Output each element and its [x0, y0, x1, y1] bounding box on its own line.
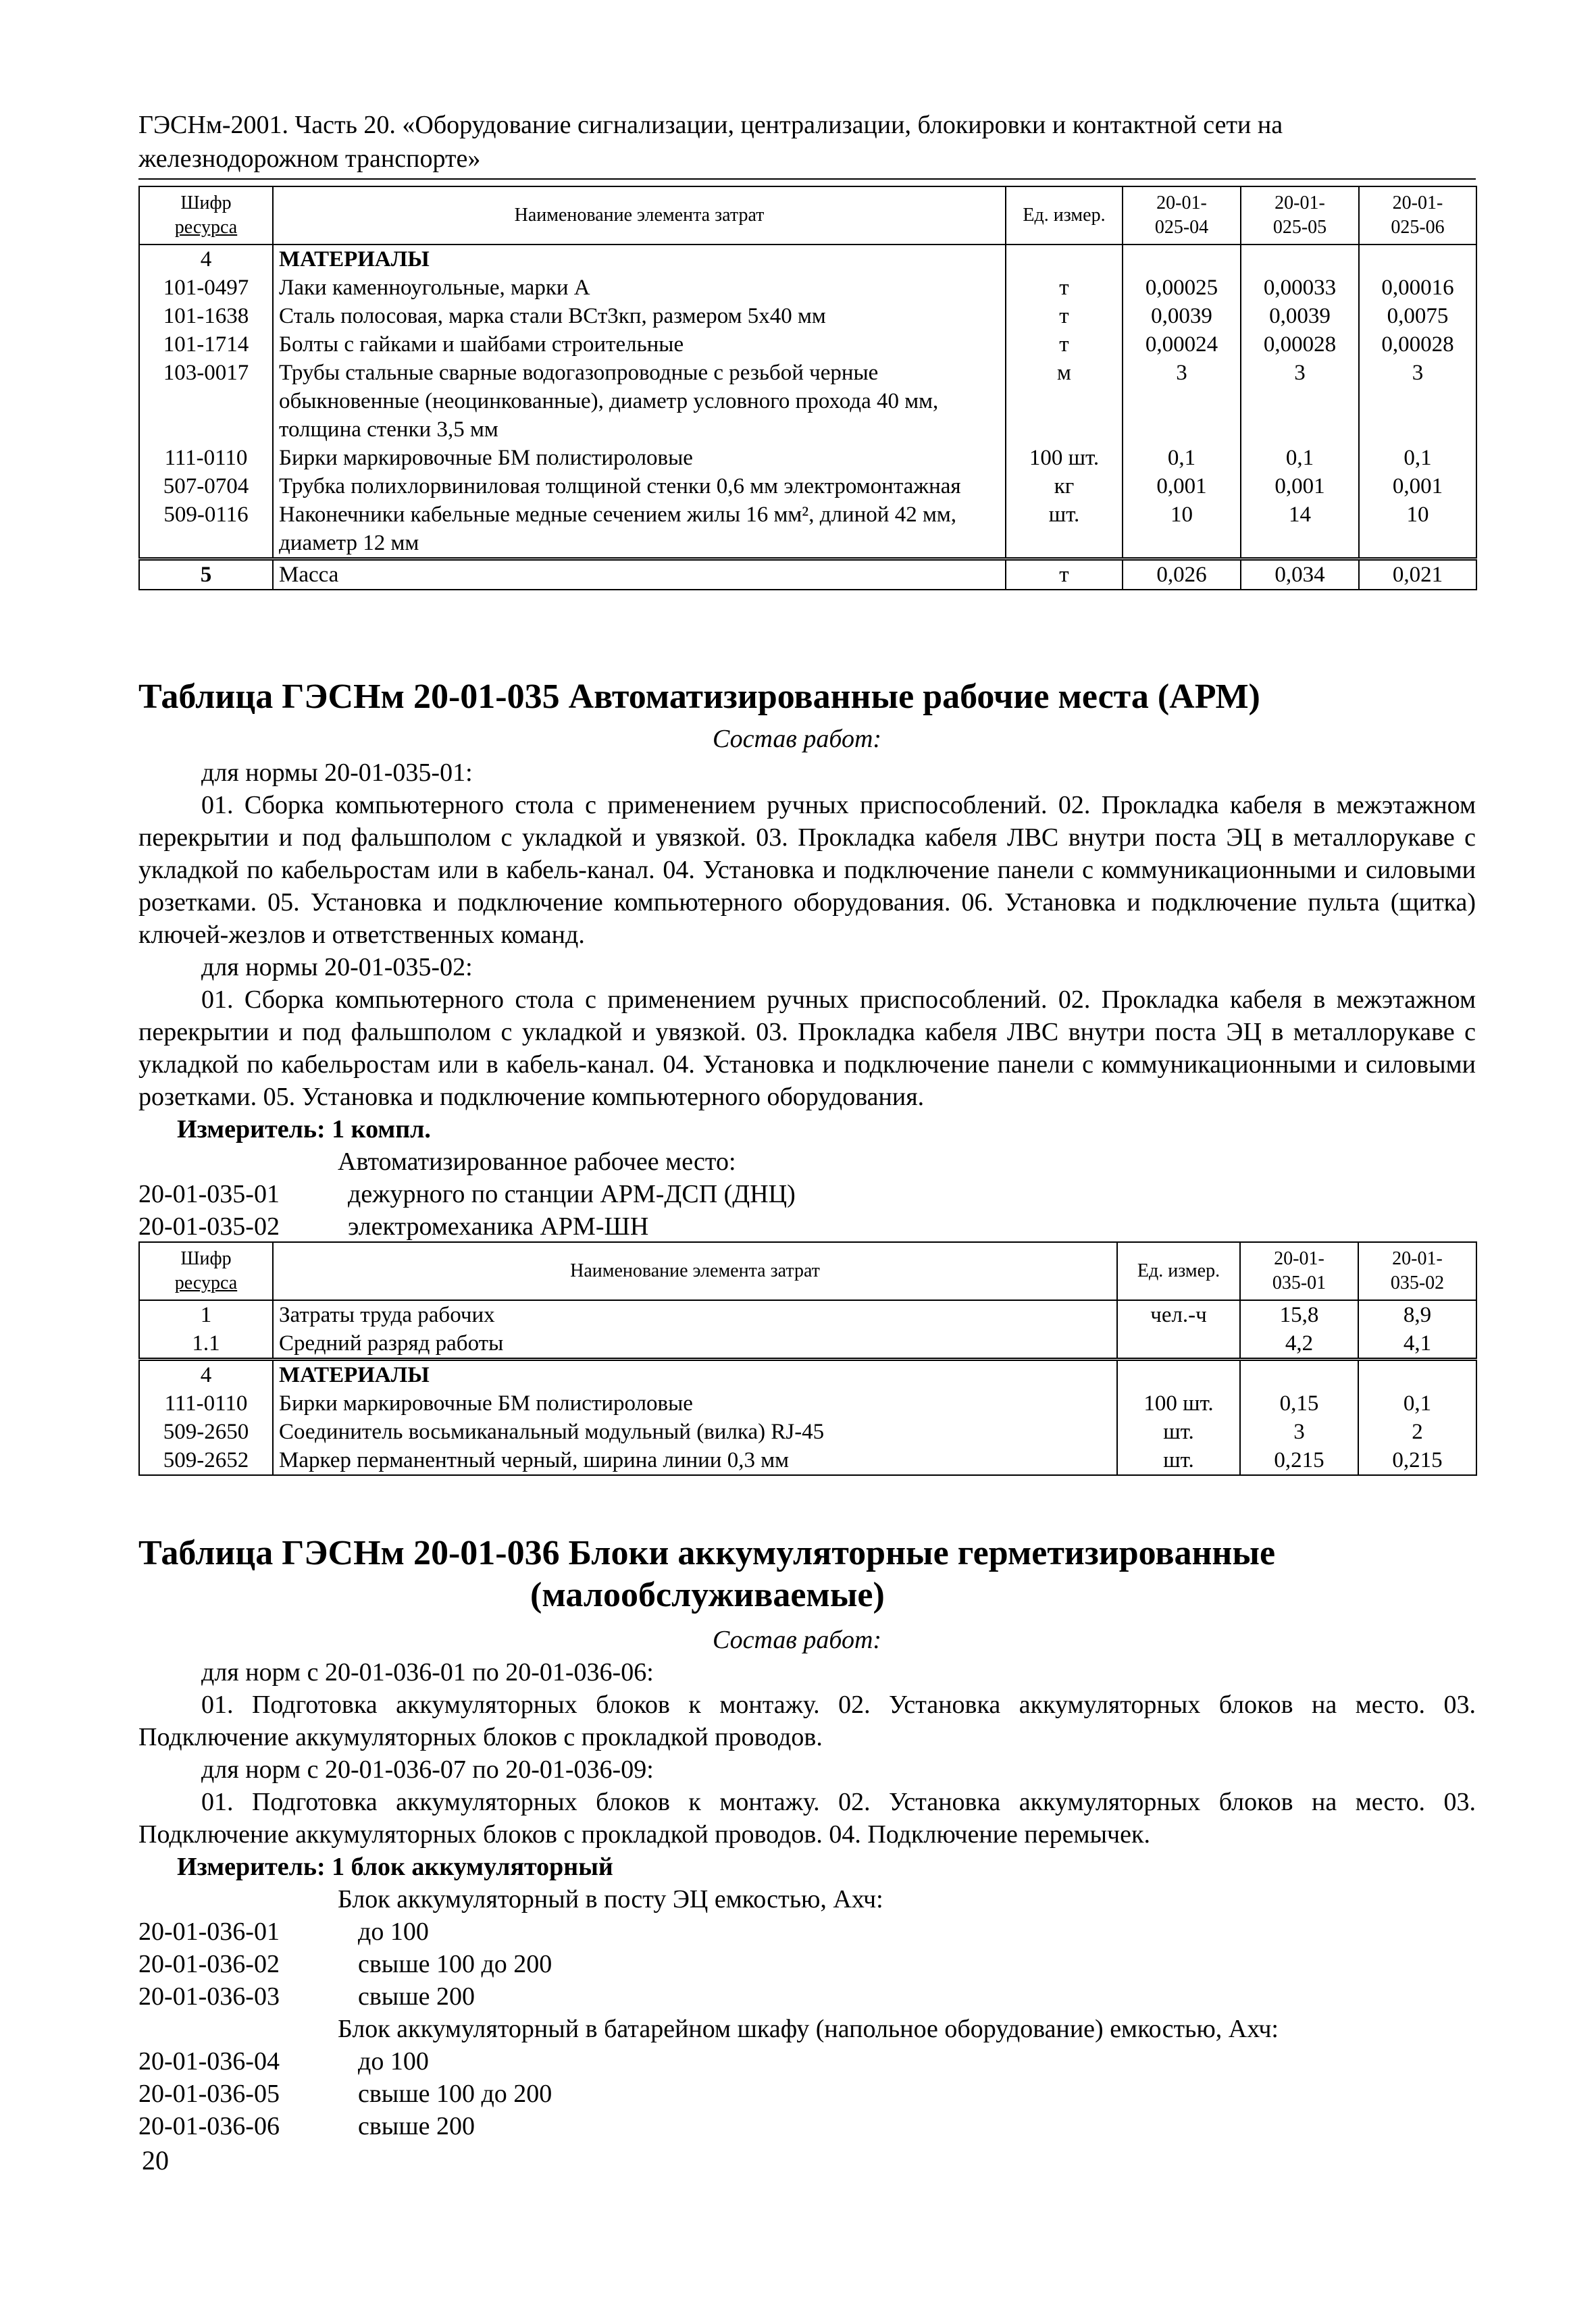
col-header-code: Шифр ресурса — [139, 186, 273, 245]
caption: Блок аккумуляторный в батарейном шкафу (напольное оборудование) емкостью, Ахч: — [338, 2015, 1279, 2043]
table-row: 103-0017 Трубы стальные сварные водогазопроводные с резьбой черные обыкновенные (неоцинкованные), диаметр условного прохода 40 мм, толщина стенки 3,5 мм м 3 3 3 — [139, 359, 1476, 444]
norm-code-list — [138, 1916, 552, 2013]
norm-description — [138, 789, 1476, 951]
norm-text: 01. Подготовка аккумуляторных блоков к монтажу. 02. Установка аккумуляторных блоков на место. 03. Подключение аккумуляторных блоков с прокладкой проводов. 04. Подключение перемычек. — [138, 1788, 1476, 1849]
list-item: 20-01-036-05 свыше 100 до 200 — [138, 2080, 552, 2108]
list-item: 20-01-035-02 электромеханика АРМ-ШН — [138, 1212, 649, 1241]
page-number: 20 — [142, 2145, 169, 2176]
norm-label: для норм с 20-01-036-07 по 20-01-036-09: — [201, 1755, 654, 1784]
list-item: 20-01-036-06 свыше 200 — [138, 2112, 475, 2140]
norm-text: 01. Сборка компьютерного стола с применением ручных приспособлений. 02. Прокладка кабеля в межэтажном перекрытии и под фальшполом с укладкой и увязкой. 03. Прокладка кабеля ЛВС внутри поста ЭЦ в металлорукаве с укладкой по кабельростам или в кабель-канал. 04. Установка и подключение панели с коммуникационными и силовыми розетками. 05. Установка и подключение компьютерного оборудования. 06. Установка и подключение пульта (щитка) ключей-жезлов и ответственных команд. — [138, 791, 1476, 949]
measure-unit: Измеритель: 1 блок аккумуляторный — [177, 1853, 613, 1881]
table-row: 111-0110 Бирки маркировочные БМ полистироловые 100 шт. 0,15 0,1 — [139, 1389, 1476, 1418]
resources-table-035 — [138, 1241, 1477, 1476]
table-row: 101-0497 Лаки каменноугольные, марки А т 0,00025 0,00033 0,00016 — [139, 274, 1476, 302]
col-header-035-01: 20-01- 035-01 — [1240, 1242, 1358, 1300]
section-title-036: Таблица ГЭСНм 20-01-036 Блоки аккумуляторные герметизированные — [138, 1534, 1276, 1572]
norm-text: 01. Сборка компьютерного стола с применением ручных приспособлений. 02. Прокладка кабеля в межэтажном перекрытии и под фальшполом с укладкой и увязкой. 03. Прокладка кабеля ЛВС внутри поста ЭЦ в металлорукаве с укладкой по кабельростам или в кабель-канал. 04. Установка и подключение панели с коммуникационными и силовыми розетками. 05. Установка и подключение компьютерного оборудования. — [138, 985, 1476, 1111]
list-item: 20-01-036-04 до 100 — [138, 2047, 429, 2076]
table-header-row — [139, 1242, 1476, 1300]
table-row: 509-0116 Наконечники кабельные медные сечением жилы 16 мм², длиной 42 мм, диаметр 12 мм шт. 10 14 10 — [139, 500, 1476, 559]
col-header-name: Наименование элемента затрат — [273, 1242, 1117, 1300]
table-header-row — [139, 186, 1476, 245]
table-row-mass: 5 Масса т 0,026 0,034 0,021 — [139, 559, 1476, 590]
caption: Автоматизированное рабочее место: — [338, 1148, 736, 1176]
list-item: 20-01-036-02 свыше 100 до 200 — [138, 1950, 552, 1978]
col-header-025-05: 20-01- 025-05 — [1241, 186, 1359, 245]
table-row: 101-1714 Болты с гайками и шайбами строительные т 0,00024 0,00028 0,00028 — [139, 330, 1476, 359]
list-item: 20-01-036-03 свыше 200 — [138, 1982, 475, 2011]
table-row-grade: 1.1 Средний разряд работы 4,2 4,1 — [139, 1329, 1476, 1360]
norm-label: для нормы 20-01-035-01: — [201, 759, 473, 787]
table-row: 101-1638 Сталь полосовая, марка стали ВСт3кп, размером 5х40 мм т 0,0039 0,0039 0,0075 — [139, 302, 1476, 330]
norm-description — [138, 1786, 1476, 1851]
norm-label: для нормы 20-01-035-02: — [201, 953, 473, 981]
materials-table-025 — [138, 186, 1477, 590]
col-header-025-04: 20-01- 025-04 — [1123, 186, 1241, 245]
caption: Блок аккумуляторный в посту ЭЦ емкостью, Ахч: — [338, 1885, 883, 1913]
running-header: ГЭСНм-2001. Часть 20. «Оборудование сигнализации, централизации, блокировки и контактной сети на железнодорожном транспорте» — [138, 108, 1476, 180]
measure-unit: Измеритель: 1 компл. — [177, 1115, 431, 1143]
col-header-unit: Ед. измер. — [1006, 186, 1123, 245]
norm-description — [138, 983, 1476, 1113]
norm-code-list — [138, 1178, 796, 1243]
norm-code-list — [138, 2045, 552, 2142]
section-title-035: Таблица ГЭСНм 20-01-035 Автоматизированные рабочие места (АРМ) — [138, 677, 1260, 716]
table-row: 509-2652 Маркер перманентный черный, ширина линии 0,3 мм шт. 0,215 0,215 — [139, 1446, 1476, 1475]
col-header-code: Шифр ресурса — [139, 1242, 273, 1300]
work-composition-label: Состав работ: — [713, 725, 882, 753]
section-title-036-cont: (малообслуживаемые) — [530, 1576, 885, 1614]
col-header-name: Наименование элемента затрат — [273, 186, 1006, 245]
col-header-035-02: 20-01- 035-02 — [1358, 1242, 1476, 1300]
norm-description — [138, 1689, 1476, 1753]
table-row: 111-0110 Бирки маркировочные БМ полистироловые 100 шт. 0,1 0,1 0,1 — [139, 444, 1476, 472]
col-header-unit: Ед. измер. — [1117, 1242, 1240, 1300]
work-composition-label: Состав работ: — [713, 1626, 882, 1654]
table-row: 507-0704 Трубка полихлорвиниловая толщиной стенки 0,6 мм электромонтажная кг 0,001 0,001 0,001 — [139, 472, 1476, 500]
table-row-labor: 1 Затраты труда рабочих чел.-ч 15,8 8,9 — [139, 1300, 1476, 1329]
norm-text: 01. Подготовка аккумуляторных блоков к монтажу. 02. Установка аккумуляторных блоков на место. 03. Подключение аккумуляторных блоков с прокладкой проводов. — [138, 1691, 1476, 1751]
list-item: 20-01-036-01 до 100 — [138, 1918, 429, 1946]
table-row: 509-2650 Соединитель восьмиканальный модульный (вилка) RJ-45 шт. 3 2 — [139, 1418, 1476, 1446]
list-item: 20-01-035-01 дежурного по станции АРМ-ДСП (ДНЦ) — [138, 1180, 796, 1208]
table-row-group: 4 МАТЕРИАЛЫ — [139, 245, 1476, 274]
norm-label: для норм с 20-01-036-01 по 20-01-036-06: — [201, 1658, 654, 1687]
table-row-group: 4 МАТЕРИАЛЫ — [139, 1360, 1476, 1390]
col-header-025-06: 20-01- 025-06 — [1359, 186, 1476, 245]
